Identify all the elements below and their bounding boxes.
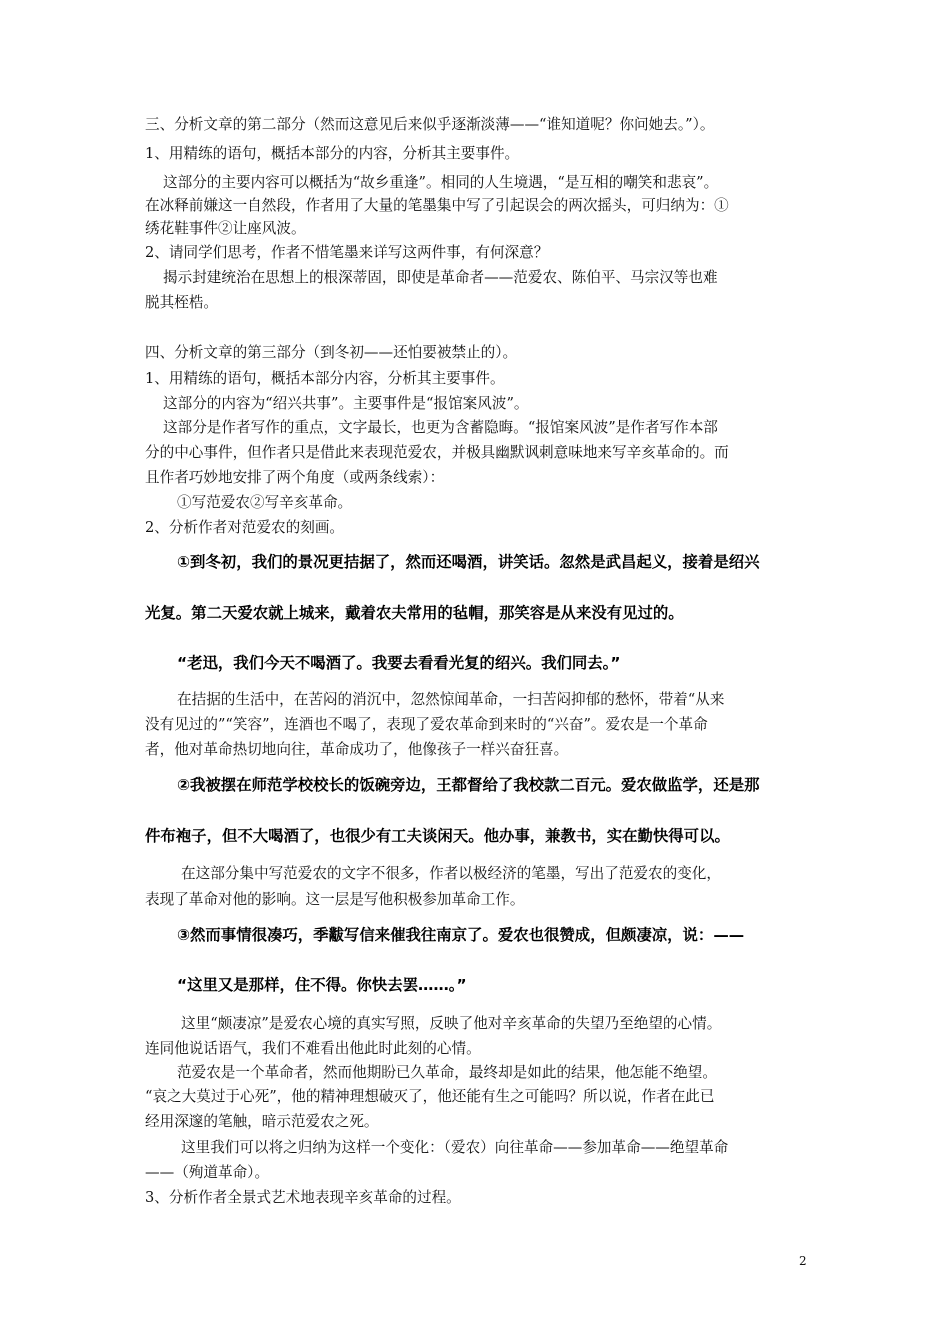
quote-line-bold: “这里又是那样，住不得。你快去罢……。” [177,976,467,994]
paragraph-line: 连同他说话语气，我们不难看出他此时此刻的心情。 [145,1040,481,1057]
paragraph-line: 绣花鞋事件②让座风波。 [145,220,306,237]
question-1-part-two: 1、用精练的语句，概括本部分的内容，分析其主要事件。 [145,145,520,162]
quote-line-bold: 件布袍子，但不大喝酒了，也很少有工夫谈闲天。他办事，兼教书，实在勤快得可以。 [145,827,730,845]
paragraph-line: 范爱农是一个革命者，然而他期盼已久革命，最终却是如此的结果，他怎能不绝望。 [177,1064,717,1081]
paragraph-line: 在这部分集中写范爱农的文字不很多，作者以极经济的笔墨，写出了范爱农的变化， [181,865,721,882]
section-heading-part-two: 三、分析文章的第二部分（然而这意见后来似乎逐渐淡薄——“谁知道呢？你问她去。”）。 [145,116,715,133]
paragraph-line: ——（殉道革命）。 [145,1164,270,1181]
page-number: 2 [799,1254,807,1268]
quote-line-bold: 光复。第二天爱农就上城来，戴着农夫常用的毡帽，那笑容是从来没有见过的。 [145,604,684,622]
paragraph-line: 这部分是作者写作的重点，文字最长，也更为含蓄隐晦。“报馆案风波”是作者写作本部 [163,419,718,436]
paragraph-line: 这里我们可以将之归纳为这样一个变化：（爱农）向往革命——参加革命——绝望革命 [181,1139,729,1156]
question-3-part-three: 3、分析作者全景式艺术地表现辛亥革命的过程。 [145,1189,461,1206]
section-heading-part-three: 四、分析文章的第三部分（到冬初——还怕要被禁止的）。 [145,344,518,361]
paragraph-line: 在冰释前嫌这一自然段，作者用了大量的笔墨集中写了引起误会的两次摇头，可归纳为：① [145,197,729,214]
paragraph-line: 揭示封建统治在思想上的根深蒂固，即使是革命者——范爱农、陈伯平、马宗汉等也难 [163,269,718,286]
paragraph-line: “哀之大莫过于心死”，他的精神理想破灭了，他还能有生之可能吗？所以说，作者在此已 [145,1088,715,1105]
quote-line-bold: “老迅，我们今天不喝酒了。我要去看看光复的绍兴。我们同去。” [177,654,621,672]
paragraph-line: 表现了革命对他的影响。这一层是写他积极参加革命工作。 [145,891,525,908]
quote-line-bold: ③然而事情很凑巧，季黻写信来催我往南京了。爱农也很赞成，但颇凄凉，说：—— [177,926,745,944]
paragraph-line: ①写范爱农②写辛亥革命。 [177,494,353,511]
paragraph-line: 没有见过的”“笑容”，连酒也不喝了，表现了爱农革命到来时的“兴奋”。爱农是一个革命 [145,716,708,733]
paragraph-line: 且作者巧妙地安排了两个角度（或两条线索）： [145,469,445,486]
paragraph-line: 脱其桎梏。 [145,294,218,311]
question-1-part-three: 1、用精练的语句，概括本部分内容，分析其主要事件。 [145,370,505,387]
paragraph-line: 者，他对革命热切地向往，革命成功了，他像孩子一样兴奋狂喜。 [145,741,569,758]
paragraph-line: 这部分的主要内容可以概括为“故乡重逢”。相同的人生境遇，“是互相的嘲笑和悲哀”。 [163,174,719,191]
paragraph-line: 这里“颇凄凉”是爱农心境的真实写照，反映了他对辛亥革命的失望乃至绝望的心情。 [181,1015,722,1032]
quote-line-bold: ②我被摆在师范学校校长的饭碗旁边，王都督给了我校款二百元。爱农做监学，还是那 [177,776,760,794]
question-2-part-two: 2、请同学们思考，作者不惜笔墨来详写这两件事，有何深意？ [145,244,549,261]
question-2-part-three: 2、分析作者对范爱农的刻画。 [145,519,345,536]
paragraph-line: 分的中心事件，但作者只是借此来表现范爱农，并极具幽默讽刺意味地来写辛亥革命的。而 [145,444,729,461]
paragraph-line: 在拮据的生活中，在苦闷的消沉中，忽然惊闻革命，一扫苦闷抑郁的愁怀，带着“从来 [177,691,725,708]
paragraph-line: 这部分的内容为“绍兴共事”。主要事件是“报馆案风波”。 [163,395,529,412]
paragraph-line: 经用深邃的笔触，暗示范爱农之死。 [145,1113,379,1130]
quote-line-bold: ①到冬初，我们的景况更拮据了，然而还喝酒，讲笑话。忽然是武昌起义，接着是绍兴 [177,553,760,571]
